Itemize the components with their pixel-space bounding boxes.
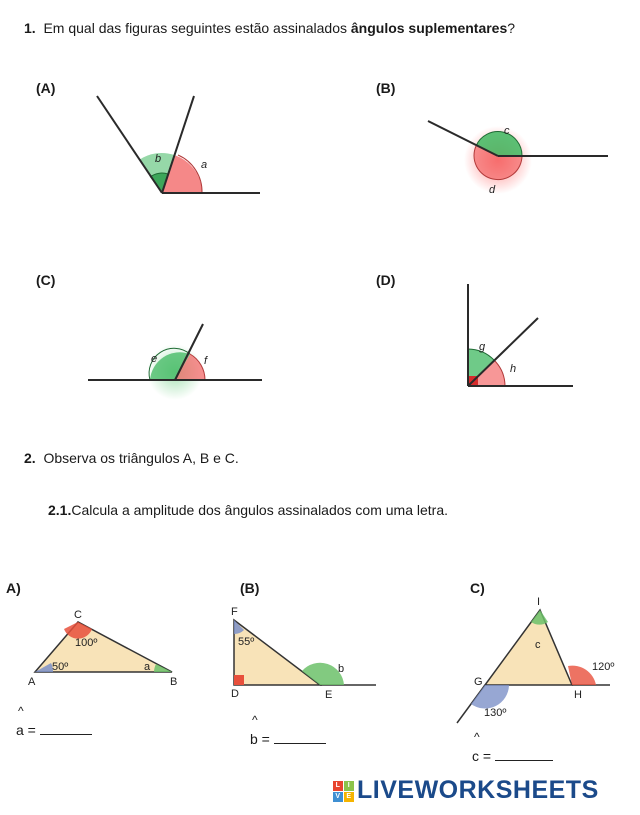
question-1-number: 1. (24, 20, 36, 36)
answer-a-label: a = (16, 722, 36, 738)
ray-a3 (97, 96, 162, 193)
unknown-a-text: a (144, 661, 151, 673)
question-2-number: 2. (24, 450, 36, 466)
triangle-a[interactable] (28, 609, 177, 688)
triangle-b-shape (234, 620, 320, 685)
triangle-c[interactable] (457, 596, 614, 723)
vertex-c-label: C (74, 609, 82, 621)
triangle-figures (0, 590, 640, 730)
right-angle-d-mark (234, 675, 244, 685)
angle-g-label: g (479, 341, 486, 353)
liveworksheets-text: LIVEWORKSHEETS (357, 776, 599, 804)
liveworksheets-icon: L I V E (333, 781, 354, 802)
question-2 (24, 450, 239, 466)
question-2-1-number: 2.1. (48, 502, 72, 518)
vertex-f-label: F (231, 606, 238, 618)
triangle-b-label: (B) (240, 580, 260, 596)
triangle-c-label: C) (470, 580, 485, 596)
figure-b[interactable] (428, 121, 608, 196)
answer-b-label: b = (250, 731, 270, 747)
vertex-d-label: D (231, 688, 239, 700)
question-2-1 (48, 502, 448, 518)
angle-120-text: 120º (592, 661, 615, 673)
angle-a-label: a (201, 159, 208, 171)
question-2-text: Observa os triângulos A, B e C. (43, 450, 239, 466)
figure-c[interactable] (88, 324, 262, 400)
answer-c-hat: ^ (474, 730, 480, 744)
triangle-b[interactable] (231, 606, 376, 701)
vertex-i-label: I (537, 596, 541, 608)
vertex-b-label: B (170, 676, 178, 688)
unknown-b-text: b (338, 663, 345, 675)
figure-d-label: (D) (376, 272, 396, 288)
figure-a-label: (A) (36, 80, 56, 96)
angle-h-label: h (510, 363, 517, 375)
answer-b-hat: ^ (252, 713, 258, 727)
figure-a[interactable] (97, 96, 260, 193)
angle-e-label: e (151, 353, 158, 365)
figure-b-label: (B) (376, 80, 396, 96)
answer-c-label: c = (472, 748, 492, 764)
figure-d[interactable] (468, 284, 573, 386)
answer-a-field[interactable] (40, 722, 92, 735)
question-1-end: ? (507, 20, 516, 36)
liveworksheets-logo[interactable] (333, 776, 599, 805)
angle-50-text: 50º (52, 661, 69, 673)
vertex-g-label: G (474, 676, 483, 688)
angle-unknown-c-mark (531, 610, 548, 625)
angle-d-label: d (489, 184, 496, 196)
question-1-text: Em qual das figuras seguintes estão assinalados (43, 20, 351, 36)
answer-b (250, 731, 326, 747)
answer-b-field[interactable] (274, 731, 326, 744)
angle-unknown-a-mark (154, 664, 172, 672)
angle-f-label: f (204, 355, 208, 367)
answer-a-hat: ^ (18, 704, 24, 718)
angle-130-mark (471, 685, 509, 709)
triangle-a-label: A) (6, 580, 21, 596)
angle-100-text: 100º (75, 637, 98, 649)
vertex-h-label: H (574, 689, 582, 701)
vertex-a-label: A (28, 676, 36, 688)
angle-55-text: 55º (238, 636, 255, 648)
question-1-bold: ângulos suplementares (350, 20, 508, 36)
answer-a (16, 722, 92, 738)
vertex-e-label: E (325, 689, 333, 701)
answer-c (472, 748, 553, 764)
angle-b-label: b (155, 153, 162, 165)
figure-c-label: (C) (36, 272, 56, 288)
angle-c-label: c (504, 125, 510, 137)
unknown-c-text: c (535, 639, 541, 651)
triangle-c-shape (485, 610, 572, 685)
angle-130-text: 130º (484, 707, 507, 719)
answer-c-field[interactable] (495, 748, 553, 761)
question-2-1-text: Calcula a amplitude dos ângulos assinalados com uma letra. (71, 502, 449, 518)
